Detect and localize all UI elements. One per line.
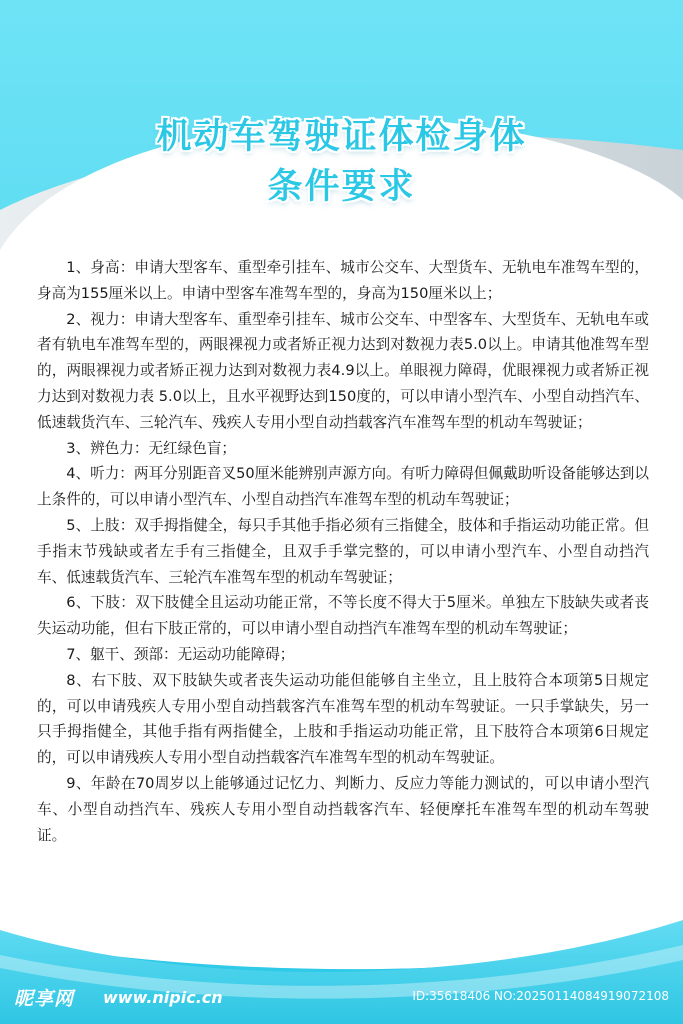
paragraph-disabled-limbs: 8、右下肢、双下肢缺失或者丧失运动功能但能够自主坐立，且上肢符合本项第5日规定的，可以申请残疾人专用小型自动挡载客汽车准驾车型的机动车驾驶证。一只手掌缺失，另一只手拇指健全，其他手指有两指健全，上肢和手指运动功能正常，且下肢符合本项第6日规定的，可以申请残疾人专用小型自动挡载客汽车准驾车型的机动车驾驶证。 xyxy=(37,671,649,767)
paragraph-lower-limbs: 6、下肢：双下肢健全且运动功能正常，不等长度不得大于5厘米。单独左下肢缺失或者丧失运动功能，但右下肢正常的，可以申请小型自动挡汽车准驾车型的机动车驾驶证； xyxy=(37,594,649,638)
paragraph-vision: 2、视力：申请大型客车、重型牵引挂车、城市公交车、中型客车、大型货车、无轨电车或者有轨电车准驾车型的，两眼裸视力或者矫正视力达到对数视力表5.0以上。申请其他准驾车型的，两眼裸视力或者矫正视力达到对数视力表4.9以上。单眼视力障碍，优眼裸视力或者矫正视力达到对数视力表 5.0以上，且水平视野达到150度的，可以申请小型汽车、小型自动挡汽车、低速载货汽车、三轮汽车、残疾人专用小型自动挡载客汽车准驾车型的机动车驾驶证； xyxy=(37,310,649,431)
paragraph-age-70: 9、年龄在70周岁以上能够通过记忆力、判断力、反应力等能力测试的，可以申请小型汽车、小型自动挡汽车、残疾人专用小型自动挡载客汽车、轻便摩托车准驾车型的机动车驾驶证。 xyxy=(37,774,649,844)
paragraph-torso-neck: 7、躯干、颈部：无运动功能障碍； xyxy=(66,645,295,663)
watermark-url: www.nipic.cn xyxy=(103,988,223,1007)
title-line-1: 机动车驾驶证体检身体 xyxy=(156,117,527,157)
title-line-2: 条件要求 xyxy=(267,167,416,207)
paragraph-hearing: 4、听力：两耳分别距音叉50厘米能辨别声源方向。有听力障碍但佩戴助听设备能够达到以上条件的，可以申请小型汽车、小型自动挡汽车准驾车型的机动车驾驶证； xyxy=(37,465,649,509)
poster-title xyxy=(0,112,683,212)
paragraph-color-vision: 3、辨色力：无红绿色盲； xyxy=(66,439,237,457)
watermark-id: ID:35618406 NO:20250114084919072108 xyxy=(412,989,669,1003)
requirements-text xyxy=(37,255,649,848)
paragraph-upper-limbs: 5、上肢：双手拇指健全，每只手其他手指必须有三指健全，肢体和手指运动功能正常。但手指末节残缺或者左手有三指健全，且双手手掌完整的，可以申请小型汽车、小型自动挡汽车、低速载货汽车、三轮汽车准驾车型的机动车驾驶证； xyxy=(37,516,649,586)
watermark-logo: 昵享网 xyxy=(14,988,75,1010)
paragraph-height: 1、身高：申请大型客车、重型牵引挂车、城市公交车、大型货车、无轨电车准驾车型的，身高为155厘米以上。申请中型客车准驾车型的，身高为150厘米以上； xyxy=(37,259,649,302)
